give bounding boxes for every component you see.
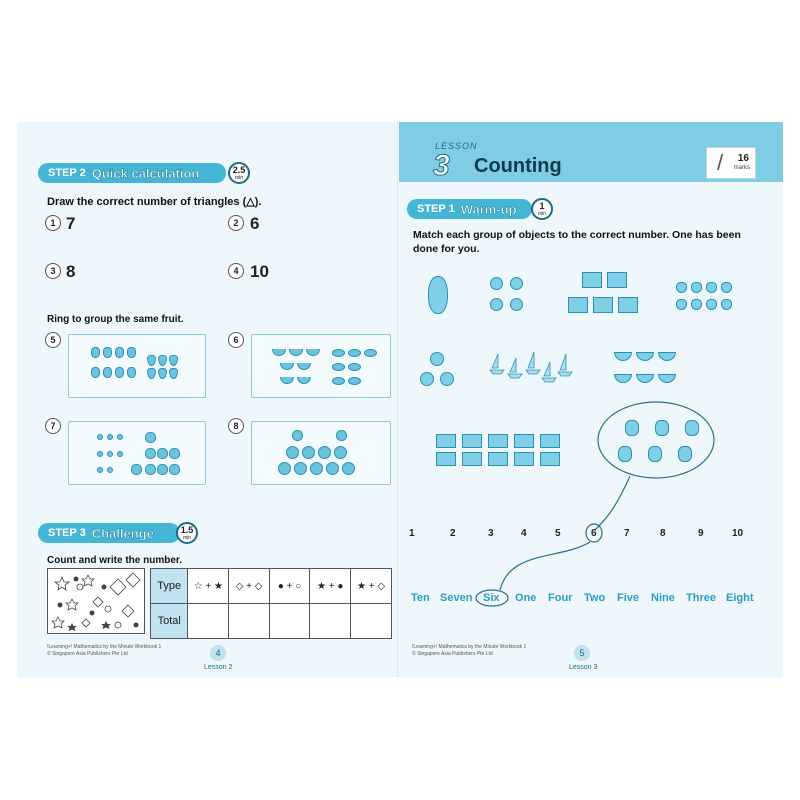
apple-icon: [157, 464, 168, 475]
instruction-line-2: done for you.: [413, 243, 480, 255]
word-option[interactable]: Nine: [651, 592, 675, 604]
footer-line: © Singapore Asia Publishers Pte Ltd: [47, 651, 128, 657]
match-line: [500, 542, 590, 590]
total-answer-cell[interactable]: [351, 604, 392, 639]
step1-timer-unit: min: [537, 211, 547, 217]
count-table-area: [47, 568, 392, 634]
lesson-title: Counting: [474, 155, 562, 177]
marks-slash-icon: /: [717, 150, 724, 175]
monkey-icon: [655, 420, 669, 436]
teddy-bear-icon: [510, 277, 523, 290]
strawberry-icon: [721, 282, 732, 293]
orange-icon: [342, 462, 355, 475]
total-answer-cell[interactable]: [229, 604, 270, 639]
number-option[interactable]: 9: [698, 528, 704, 539]
triangle-count: 10: [250, 262, 269, 281]
orange-icon: [278, 462, 291, 475]
number-option[interactable]: 3: [488, 528, 494, 539]
type-header: Type: [151, 569, 188, 604]
mixed-shapes-icon: [48, 569, 146, 635]
question-number: 1: [45, 215, 61, 231]
apple-icon: [336, 430, 347, 441]
fruit-box-orange-apple[interactable]: [251, 421, 391, 485]
banana-icon: [297, 363, 311, 370]
question-number: 5: [45, 332, 61, 348]
lemon-icon: [364, 349, 377, 357]
lemon-icon: [332, 363, 345, 371]
match-lines-overlay: [400, 400, 720, 620]
cherry-icon: [107, 434, 113, 440]
number-option[interactable]: 2: [450, 528, 456, 539]
right-footer: [412, 644, 526, 658]
pineapple-icon[interactable]: [428, 276, 448, 314]
fruit-box-pineapple-strawberry[interactable]: [68, 334, 206, 398]
ring-oval: [598, 402, 714, 478]
total-header: Total: [151, 604, 188, 639]
step1-timer-value: 1: [539, 201, 545, 211]
cherry-icon: [97, 451, 103, 457]
type-cell: ★ + ◇: [351, 569, 392, 604]
step2-timer-value: 2.5: [232, 165, 246, 175]
banana-icon: [280, 377, 294, 384]
orange-icon: [334, 446, 347, 459]
instruction-count: Count and write the number.: [47, 555, 183, 566]
page-number: 4: [210, 645, 226, 661]
train-icon: [607, 272, 627, 288]
left-footer: [47, 644, 161, 658]
type-cell: ◇ + ◇: [229, 569, 270, 604]
train-icon: [582, 272, 602, 288]
strawberry-icon: [147, 368, 156, 379]
ball-icon: [440, 372, 454, 386]
banana-icon: [280, 363, 294, 370]
strawberry-icon: [158, 368, 167, 379]
teddy-bear-icon: [510, 298, 523, 311]
word-option[interactable]: Seven: [440, 592, 473, 604]
teddy-bear-icon: [490, 277, 503, 290]
footer-line: © Singapore Asia Publishers Pte Ltd: [412, 651, 493, 657]
cherry-icon: [97, 467, 103, 473]
orange-icon: [318, 446, 331, 459]
count-table: [150, 568, 392, 639]
strawberry-icon: [706, 282, 717, 293]
banana-icon: [297, 377, 311, 384]
word-option[interactable]: Three: [686, 592, 716, 604]
stopwatch-icon: [228, 162, 250, 184]
total-answer-cell[interactable]: [188, 604, 229, 639]
apple-icon: [157, 448, 168, 459]
monkey-icon: [678, 446, 692, 462]
cherry-icon: [107, 451, 113, 457]
triangle-count: 7: [66, 214, 76, 233]
cherry-icon: [117, 451, 123, 457]
monkey-icon: [618, 446, 632, 462]
lemon-icon: [348, 377, 361, 385]
banana-icon: [289, 349, 303, 356]
type-cell: ● + ○: [269, 569, 309, 604]
apple-icon: [145, 464, 156, 475]
step3-label: STEP 3: [48, 527, 86, 539]
type-cell: ★ + ●: [310, 569, 351, 604]
pineapple-icon: [127, 367, 136, 378]
fruit-box-banana-lemon[interactable]: [251, 334, 391, 398]
lesson-number: 3: [433, 149, 450, 182]
strawberry-icon: [691, 282, 702, 293]
total-answer-cell[interactable]: [269, 604, 309, 639]
step1-header: [407, 199, 532, 219]
number-option[interactable]: 5: [555, 528, 561, 539]
monkey-icon: [625, 420, 639, 436]
number-option[interactable]: 8: [660, 528, 666, 539]
word-option[interactable]: Six: [483, 592, 500, 604]
lesson-word: LESSON: [435, 141, 478, 151]
step3-title: Challenge: [91, 525, 154, 541]
strawberry-icon: [147, 355, 156, 366]
instruction-triangles: Draw the correct number of triangles (△).: [47, 196, 262, 208]
stopwatch-icon: [531, 198, 553, 220]
step1-label: STEP 1: [417, 203, 455, 215]
train-icon: [568, 297, 588, 313]
word-option[interactable]: Two: [584, 592, 606, 604]
lemon-icon: [332, 377, 345, 385]
lemon-icon: [332, 349, 345, 357]
question-number: 4: [228, 263, 244, 279]
apple-icon: [145, 448, 156, 459]
question-number: 2: [228, 215, 244, 231]
total-answer-cell[interactable]: [310, 604, 351, 639]
number-option[interactable]: 7: [624, 528, 630, 539]
banana-icon: [272, 349, 286, 356]
train-icon: [593, 297, 613, 313]
number-option[interactable]: 6: [591, 528, 597, 539]
monkey-icon: [685, 420, 699, 436]
word-option[interactable]: Eight: [726, 592, 754, 604]
number-option[interactable]: 1: [409, 528, 415, 539]
pineapple-icon: [115, 347, 124, 358]
fruit-box-cherry-apple[interactable]: [68, 421, 206, 485]
ball-icon: [420, 372, 434, 386]
orange-icon: [326, 462, 339, 475]
banana-icon: [306, 349, 320, 356]
page-number: 5: [574, 645, 590, 661]
apple-icon: [145, 432, 156, 443]
orange-icon: [310, 462, 323, 475]
marks-label: marks: [733, 165, 750, 171]
pineapple-icon: [91, 367, 100, 378]
step3-timer-value: 1.5: [180, 525, 194, 535]
word-option[interactable]: Ten: [411, 592, 430, 604]
apple-icon: [169, 448, 180, 459]
strawberry-icon: [721, 299, 732, 310]
train-icon: [618, 297, 638, 313]
footer-line: !Learning+! Mathematics by the Minute Workbook 1: [47, 644, 162, 650]
lemon-icon: [348, 363, 361, 371]
apple-icon: [131, 464, 142, 475]
orange-icon: [302, 446, 315, 459]
pineapple-icon: [115, 367, 124, 378]
strawberry-icon: [676, 299, 687, 310]
apple-icon: [292, 430, 303, 441]
monkey-icon: [648, 446, 662, 462]
word-option[interactable]: Four: [548, 592, 573, 604]
word-option[interactable]: Five: [617, 592, 640, 604]
apple-icon: [169, 464, 180, 475]
orange-icon: [294, 462, 307, 475]
cherry-icon: [97, 434, 103, 440]
step2-title: Quick calculation: [91, 165, 200, 181]
instruction-fruit: Ring to group the same fruit.: [47, 314, 184, 325]
pineapple-icon: [103, 367, 112, 378]
number-option[interactable]: 10: [732, 528, 744, 539]
sailboat-icon: [488, 348, 583, 386]
marks-box: [706, 147, 756, 179]
cherry-icon: [107, 467, 113, 473]
step3-timer-unit: min: [182, 535, 192, 541]
lemon-icon: [348, 349, 361, 357]
step1-title: Warm-up: [460, 201, 517, 217]
lesson-tag: Lesson 3: [569, 664, 598, 671]
pineapple-icon: [91, 347, 100, 358]
cherry-icon: [117, 434, 123, 440]
step2-label: STEP 2: [48, 167, 86, 179]
question-number: 6: [228, 332, 244, 348]
strawberry-icon: [169, 355, 178, 366]
orange-icon: [286, 446, 299, 459]
lesson-tag: Lesson 2: [204, 664, 233, 671]
triangle-count: 6: [250, 214, 260, 233]
strawberry-icon: [158, 355, 167, 366]
strawberry-icon: [676, 282, 687, 293]
triangle-count: 8: [66, 262, 76, 281]
marks-value: 16: [737, 153, 749, 164]
word-option[interactable]: One: [515, 592, 537, 604]
match-line: [595, 476, 630, 530]
footer-line: !Learning+! Mathematics by the Minute Workbook 1: [412, 644, 527, 650]
pineapple-icon: [103, 347, 112, 358]
question-number: 8: [228, 418, 244, 434]
shapes-box: [47, 568, 145, 634]
lesson-banner: [399, 122, 783, 182]
strawberry-icon: [691, 299, 702, 310]
step3-header: [38, 523, 180, 543]
strawberry-icon: [169, 368, 178, 379]
number-option[interactable]: 4: [521, 528, 527, 539]
stopwatch-icon: [176, 522, 198, 544]
strawberry-icon: [706, 299, 717, 310]
question-number: 3: [45, 263, 61, 279]
type-cell: ☆ + ★: [188, 569, 229, 604]
ball-icon: [430, 352, 444, 366]
step2-header: [38, 163, 226, 183]
step2-timer-unit: min: [234, 175, 244, 181]
question-number: 7: [45, 418, 61, 434]
teddy-bear-icon: [490, 298, 503, 311]
instruction-line-1: Match each group of objects to the correct number. One has been: [413, 229, 741, 241]
pineapple-icon: [127, 347, 136, 358]
